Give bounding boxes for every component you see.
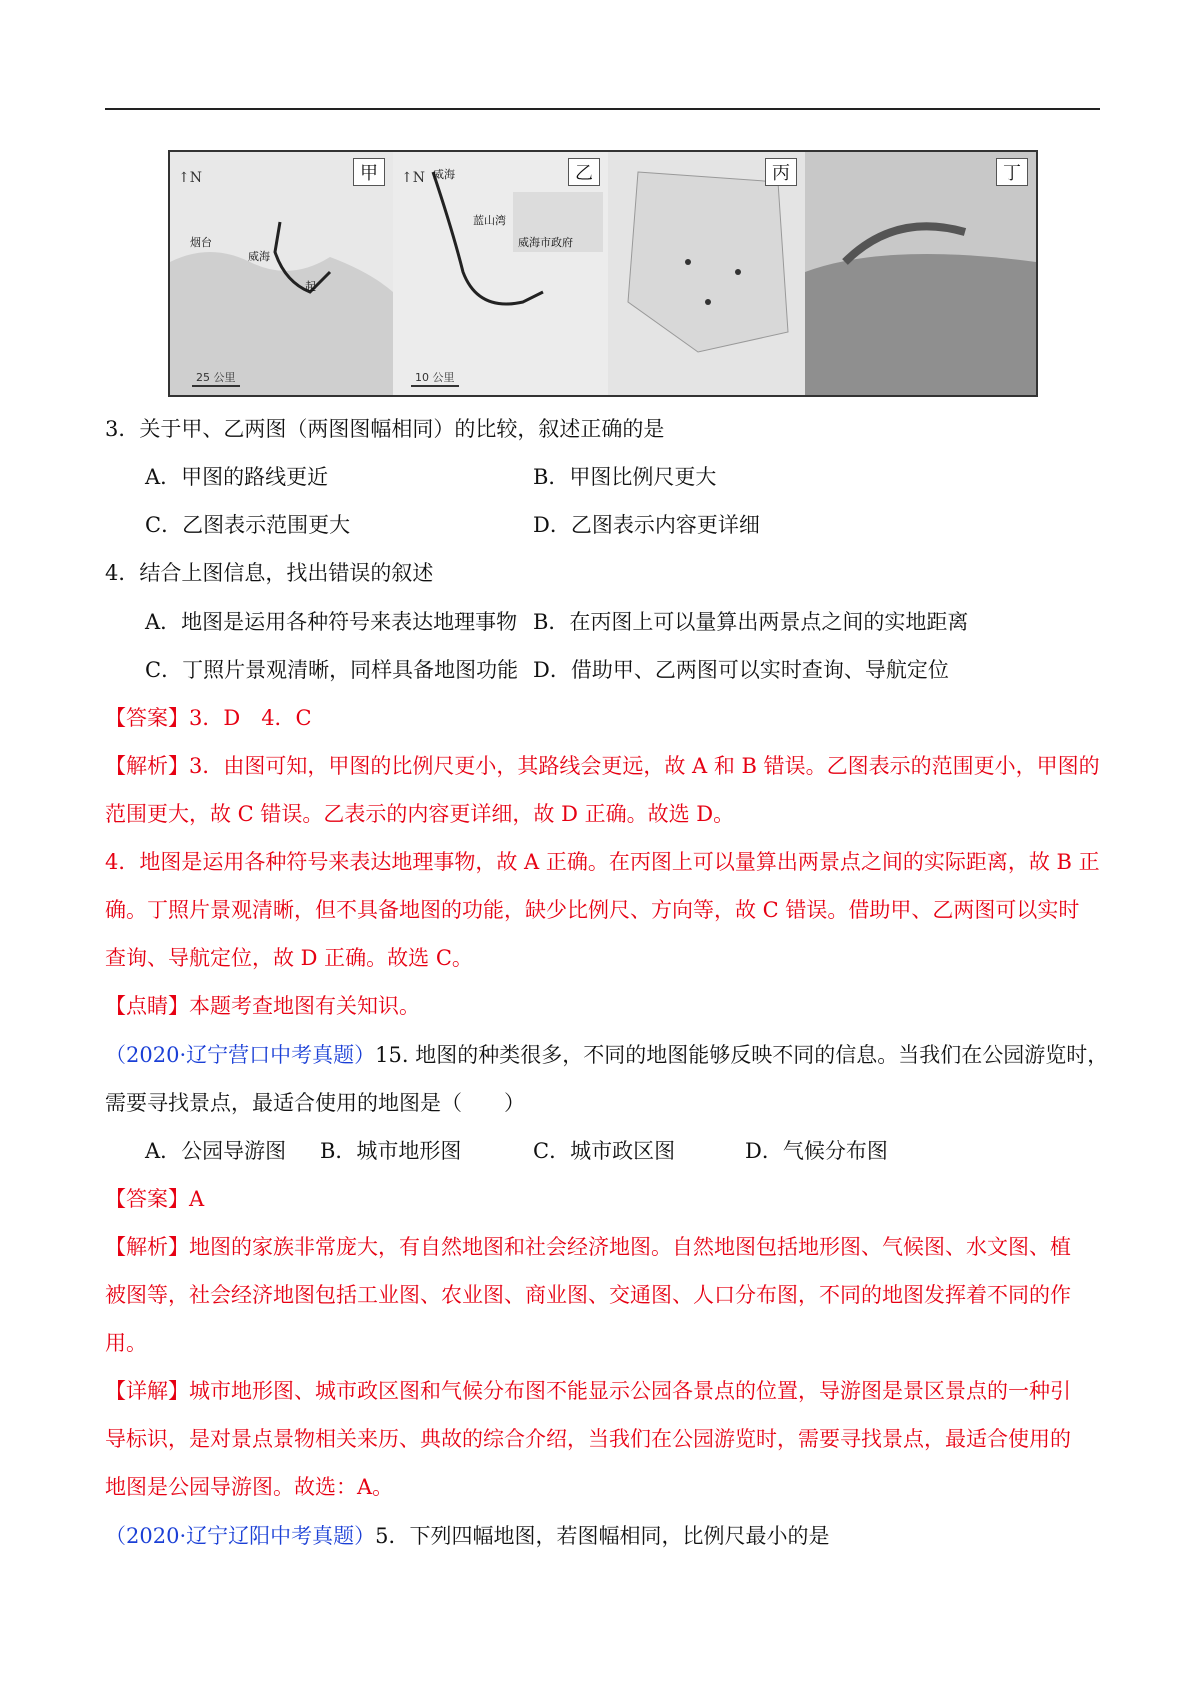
q15-stem-line-2: 需要寻找景点，最适合使用的地图是（ ）: [105, 1091, 525, 1115]
panel-bing-label: 丙: [765, 158, 797, 186]
analysis-line-4: 确。丁照片景观清晰，但不具备地图的功能，缺少比例尺、方向等，故 C 错误。借助甲、乙两图可以实时: [105, 898, 1080, 922]
panel-ding-photo: [805, 152, 1036, 395]
header-rule: [105, 108, 1100, 110]
panel-bing-map: [608, 152, 805, 395]
q3-option-a: A．甲图的路线更近: [145, 465, 329, 489]
panel-ding: [805, 152, 1036, 395]
detail2-line-2: 导标识，是对景点景物相关来历、典故的综合介绍，当我们在公园游览时，需要寻找景点，最适合使用的: [105, 1427, 1071, 1451]
panel-jia-label: 甲: [353, 158, 385, 186]
q5-stem-text: 5．下列四幅地图，若图幅相同，比例尺最小的是: [375, 1524, 830, 1548]
analysis2-line-2: 被图等，社会经济地图包括工业图、农业图、商业图、交通图、人口分布图，不同的地图发挥着不同的作: [105, 1283, 1071, 1307]
point-note-1: 【点睛】本题考查地图有关知识。: [105, 994, 420, 1018]
q4-stem: 4．结合上图信息，找出错误的叙述: [105, 561, 434, 585]
q15-option-a: A．公园导游图: [145, 1139, 287, 1163]
q3-stem: 3．关于甲、乙两图（两图图幅相同）的比较，叙述正确的是: [105, 417, 665, 441]
q4-option-c: C．丁照片景观清晰，同样具备地图功能: [145, 658, 519, 682]
panel-bing: [608, 152, 807, 395]
q3-option-d: D．乙图表示内容更详细: [533, 513, 760, 537]
svg-text:↑N: ↑N: [401, 170, 425, 186]
place-lanshanwan: 蓝山湾: [473, 214, 506, 227]
analysis-line-1: 【解析】3．由图可知，甲图的比例尺更小，其路线会更远，故 A 和 B 错误。乙图表示的范围更小，甲图的: [105, 754, 1100, 778]
panel-yi: [393, 152, 610, 395]
place-start: 起: [305, 280, 316, 293]
place-weihai-2: 威海: [433, 168, 455, 181]
q5-stem-line: [105, 1521, 829, 1551]
q15-stem-line-1: [105, 1040, 1108, 1070]
place-yantai: 烟台: [190, 236, 212, 249]
q15-option-b: B．城市地形图: [320, 1139, 462, 1163]
svg-text:↑N: ↑N: [178, 170, 202, 186]
answer-3-4: 【答案】3．D 4．C: [105, 706, 312, 730]
q5-source: （2020·辽宁辽阳中考真题）: [105, 1524, 376, 1548]
analysis-line-3: 4．地图是运用各种符号来表达地理事物，故 A 正确。在丙图上可以量算出两景点之间的实际距离，故 B 正: [105, 850, 1100, 874]
q4-option-d: D．借助甲、乙两图可以实时查询、导航定位: [533, 658, 949, 682]
panel-jia: [170, 152, 395, 395]
analysis-line-2: 范围更大，故 C 错误。乙表示的内容更详细，故 D 正确。故选 D。: [105, 802, 735, 826]
place-gov: 威海市政府: [518, 236, 573, 249]
q4-option-b: B．在丙图上可以量算出两景点之间的实地距离: [533, 610, 969, 634]
q3-option-c: C．乙图表示范围更大: [145, 513, 351, 537]
place-weihai: 威海: [248, 250, 270, 263]
q4-option-a: A．地图是运用各种符号来表达地理事物: [145, 610, 518, 634]
detail2-line-1: 【详解】城市地形图、城市政区图和气候分布图不能显示公园各景点的位置，导游图是景区景点的一种引: [105, 1379, 1071, 1403]
map-figure: [168, 150, 1038, 397]
q15-option-d: D．气候分布图: [745, 1139, 888, 1163]
panel-ding-label: 丁: [996, 158, 1028, 186]
q15-stem-text: 15. 地图的种类很多，不同的地图能够反映不同的信息。当我们在公园游览时，: [375, 1043, 1109, 1067]
analysis2-line-1: 【解析】地图的家族非常庞大，有自然地图和社会经济地图。自然地图包括地形图、气候图、水文图、植: [105, 1235, 1071, 1259]
panel-yi-map: [393, 152, 608, 395]
analysis2-line-3: 用。: [105, 1331, 147, 1355]
panel-jia-map: [170, 152, 393, 395]
q15-option-c: C．城市政区图: [533, 1139, 676, 1163]
answer-15: 【答案】A: [105, 1187, 205, 1211]
panel-yi-scale: 10 公里: [411, 369, 459, 387]
panel-yi-label: 乙: [568, 158, 600, 186]
q3-option-b: B．甲图比例尺更大: [533, 465, 717, 489]
q15-source: （2020·辽宁营口中考真题）: [105, 1043, 376, 1067]
detail2-line-3: 地图是公园导游图。故选：A。: [105, 1475, 394, 1499]
panel-jia-scale: 25 公里: [192, 369, 240, 387]
analysis-line-5: 查询、导航定位，故 D 正确。故选 C。: [105, 946, 473, 970]
